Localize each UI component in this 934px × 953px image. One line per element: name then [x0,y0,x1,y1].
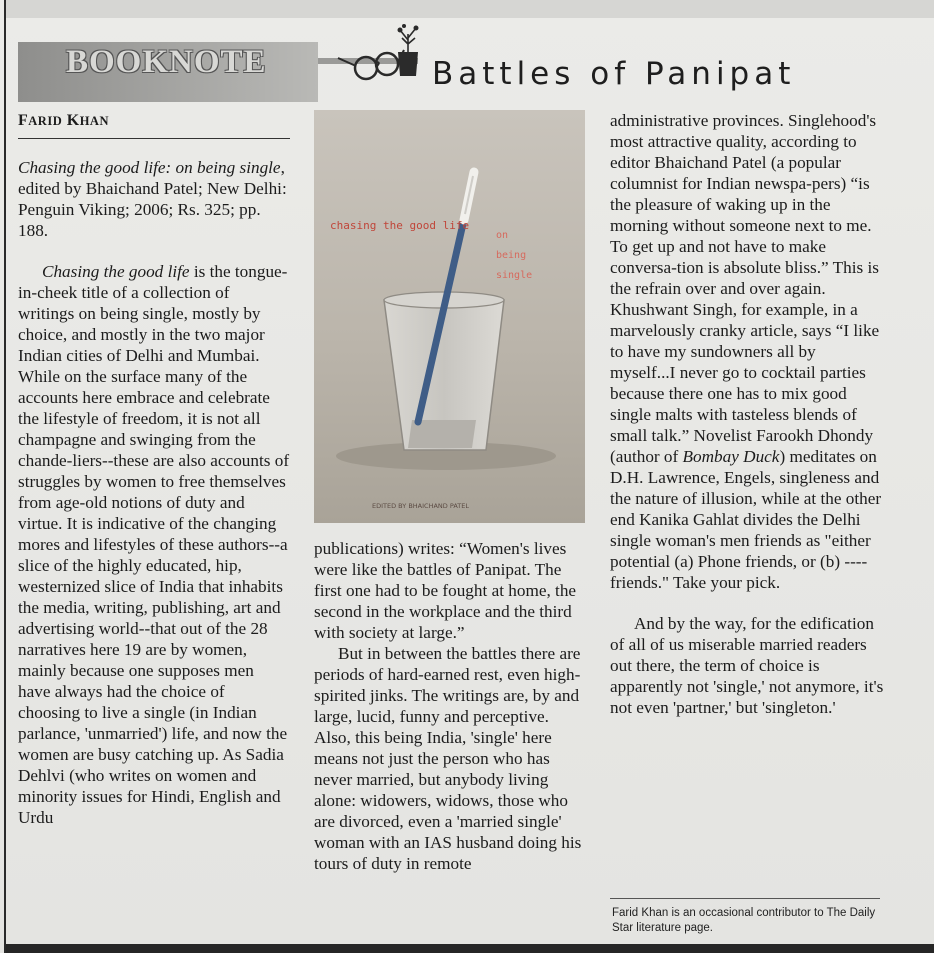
section-kicker: BOOKNOTE [66,44,267,80]
book-details: , edited by Bhaichand Patel; New Delhi: Penguin Viking; 2006; Rs. 325; pp. 188. [18,158,287,240]
book-cover-image [314,110,585,523]
left-border-rule [4,0,6,953]
cover-editor: EDITED BY BHAICHAND PATEL [372,502,469,510]
paragraph-1-title: Chasing the good life [42,262,190,281]
paragraph-1 [18,261,290,828]
glasses-and-plant-logo-icon [318,22,428,100]
byline-first-rest: ARID [28,114,63,128]
paragraph-2-continued [610,110,885,593]
byline-last-rest: HAN [79,114,109,128]
bottom-border-rule [6,944,934,953]
byline-first-initial: F [18,112,29,129]
paragraph-2-continued-b: ) meditates on D.H. Lawrence, Engels, singleness and the nature of illusion, while at the other end Kanika Gahlat divides the Delhi single woman's men friends as "either potential (a) Phone friends, or (b) ---- friends." Take your pick. [610,447,882,592]
footnote-rule [610,898,880,899]
book-title: Chasing the good life: on being single [18,158,281,177]
paragraph-1-continued: publications) writes: “Women's lives were like the battles of Panipat. The first one had to be fought at home, the second in the workplace and the third with society at large.” [314,539,577,642]
cover-subtitle-being: being [496,250,527,261]
book-reference-italic: Bombay Duck [682,447,780,466]
byline [18,110,290,139]
paragraph-2-continued-a: administrative provinces. Singlehood's most attractive quality, according to editor Bhaichand Patel (a popular columnist for Indian newspa-pers) “is the pleasure of waking up in the morning without someone next to me. To get up and not have to make conversa-tion is absolute bliss.” This is the refrain over and over again. Khushwant Singh, for example, in a marvelously cranky article, says “I like to have my sundowners all by myself...I never go to cocktail parties because there one has to mix good single malts with tasteless blends of small talk.” Novelist Farookh Dhondy (author of [610,111,880,466]
headline: Battles of Panipat [432,56,796,92]
paragraph-3: And by the way, for the edification of all of us miserable married readers out there, the term of choice is apparently not 'single,' not anymore, it's not even 'partner,' but 'singleton.' [610,614,884,717]
paragraph-1-text: is the tongue-in-cheek title of a collection of writings on being single, mostly by choice, and mostly in the two major Indian cities of Delhi and Mumbai. While on the surface many of the accounts here embrace and celebrate the lifestyle of freedom, it is not all champagne and swinging from the chande-liers--these are also accounts of struggles by women to free themselves from age-old notions of duty and virtue. It is indicative of the changing mores and lifestyles of these authors--a slice of the highly educated, hip, westernized slice of India that inhabits the media, writing, publishing, art and advertising world--that out of the 28 narratives here 19 are by women, mainly because one supposes men have always had the choice of choosing to live a single (in Indian parlance, 'unmarried') life, and now the women are busy catching up. As Sadia Dehlvi (who writes on women and minority issues for Hindi, English and Urdu [18,262,290,827]
paragraph-2: But in between the battles there are periods of hard-earned rest, even high-spirited jinks. The writings are, by and large, lucid, funny and perceptive. Also, this being India, 'single' here means not just the person who has never married, but anybody living alone: widowers, widows, those who are divorced, even a 'married single' woman with an IAS husband doing his tours of duty in remote [314,644,582,873]
cover-title: chasing the good life [330,219,470,232]
byline-last-initial: K [66,112,80,129]
cover-subtitle-single: single [496,270,533,281]
column-3 [610,110,885,718]
bibliography [18,157,290,241]
article-header [18,22,918,100]
cover-subtitle-on: on [496,230,509,241]
author-footnote: Farid Khan is an occasional contributor to The Daily Star literature page. [612,907,876,934]
column-1 [18,110,290,828]
top-margin-shade [6,0,934,18]
column-2 [314,538,586,874]
